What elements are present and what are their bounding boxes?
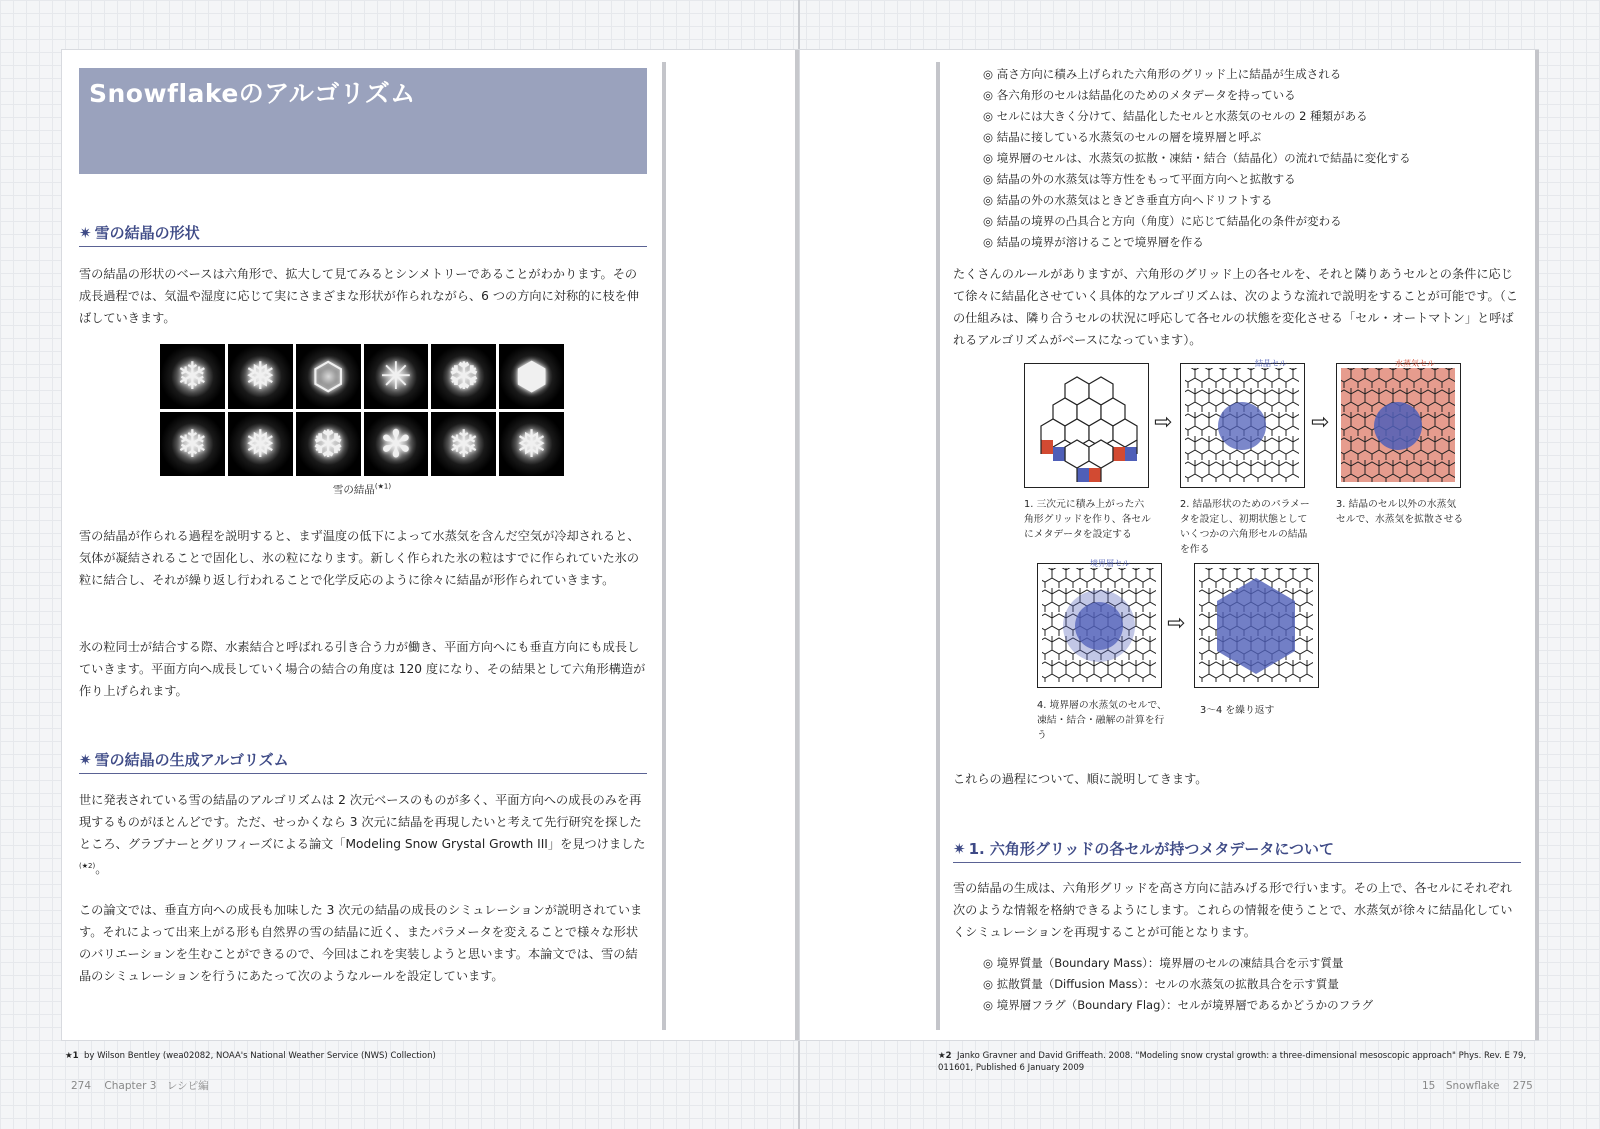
asterisk-icon: ✷: [79, 751, 92, 769]
hex-grid-grown-crystal-illustration: [1195, 564, 1317, 686]
list-item: ◎ 結晶に接している水蒸気のセルの層を境界層と呼ぶ: [983, 130, 1262, 144]
list-item: ◎ 結晶の外の水蒸気はときどき垂直方向へドリフトする: [983, 193, 1273, 207]
asterisk-icon: ✷: [79, 224, 92, 242]
list-item: ◎ 結晶の外の水蒸気は等方性をもって平面方向へと拡散する: [983, 172, 1296, 186]
chapter-label: 15 Snowflake: [1422, 1080, 1500, 1092]
paragraph-paper-rules: この論文では、垂直方向への成長も加味した 3 次元の結晶の成長のシミュレーションが説明されています。それによって出来上がる形も自然界の雪の結晶に近く、またパラメータを変えることで様々な形状のバリエーションを生むことができるので、今回はこれを実装しようと思います。本論文では、雪の結晶のシミュレーションを行うにあたって次のようなルールを設定しています。: [79, 903, 643, 983]
footnote-2: ★2 Janko Gravner and David Griffeath. 2008. "Modeling snow crystal growth: a three-dimensional mesoscopic approach" Phys. Rev. E 79, 011601, Published 6 January 2009: [938, 1051, 1527, 1073]
page-number: 274: [71, 1080, 92, 1092]
diagram-label-step2: 2. 結晶形状のためのパラメータを設定し、初期状態としていくつかの六角形セルの結晶を作る: [1180, 499, 1310, 555]
list-item: ◎ 境界質量（Boundary Mass）：境界層のセルの凍結具合を示す質量: [983, 956, 1344, 970]
list-item: ◎ 各六角形のセルは結晶化のためのメタデータを持っている: [983, 88, 1296, 102]
snowflake-photo: ❄: [160, 412, 225, 477]
hex-grid-crystal-illustration: [1181, 364, 1303, 486]
page-number: 275: [1512, 1080, 1533, 1092]
paragraph-crystal-formation: 雪の結晶が作られる過程を説明すると、まず温度の低下によって水蒸気を含んだ空気が冷却されると、気体が凝結されることで固化し、氷の粒になります。新しく作られた氷の粒はすでに作られていた氷の粒に結合し、それが繰り返し行われることで化学反応のように徐々に結晶が形作られていきます。: [79, 529, 640, 587]
list-item: ◎ セルには大きく分けて、結晶化したセルと水蒸気のセルの 2 種類がある: [983, 109, 1368, 123]
snowflake-photo: ❄: [160, 344, 225, 409]
diagram-step4-boundary-layer: [1037, 563, 1162, 688]
paragraph-next: これらの過程について、順に説明してきます。: [953, 772, 1208, 786]
snowflake-photo-grid: [160, 344, 564, 476]
right-page-margin-bar: [936, 62, 940, 1030]
section-heading-crystal-shape: ✷ 雪の結晶の形状: [79, 222, 647, 247]
paragraph-hydrogen-bond: 氷の粒同士が結合する際、水素結合と呼ばれる引き合う力が働き、平面方向へにも垂直方向にも成長していきます。平面方向へ成長していく場合の結合の角度は 120 度になり、その結果として六角形構造が作り上げられます。: [79, 640, 646, 698]
list-item: ◎ 境界層のセルは、水蒸気の拡散・凍結・結合（結晶化）の流れで結晶に変化する: [983, 151, 1411, 165]
annotation-boundary-cell: 境界層セル: [1090, 559, 1130, 568]
annotation-vapor-cell: 水蒸気セル: [1395, 359, 1435, 368]
snowflake-photo: ⬡: [296, 344, 361, 409]
annotation-crystal-cell: 結晶セル: [1255, 359, 1287, 368]
right-folio: [1422, 1078, 1533, 1093]
list-item: ◎ 結晶の境界の凸具合と方向（角度）に応じて結晶化の条件が変わる: [983, 214, 1342, 228]
list-item: ◎ 境界層フラグ（Boundary Flag）：セルが境界層であるかどうかのフラグ: [983, 998, 1374, 1012]
diagram-step-repeat: [1194, 563, 1319, 688]
figure-caption: 雪の結晶$^{(★1)}$: [332, 482, 392, 496]
hex-grid-boundary-illustration: [1038, 564, 1160, 686]
right-page-edge: [1535, 50, 1539, 1040]
stacked-hex-grid-illustration: [1025, 364, 1147, 486]
chapter-label: Chapter 3 レシピ編: [104, 1080, 209, 1092]
left-folio: [71, 1078, 209, 1093]
snowflake-photo: ❄: [431, 412, 496, 477]
diagram-label-step3: 3. 結晶のセル以外の水蒸気セルで、水蒸気を拡散させる: [1336, 499, 1464, 525]
arrow-right-icon: ⇨: [1311, 410, 1330, 435]
diagram-step3-vapor-diffusion: [1336, 363, 1461, 488]
paragraph-cellular-automaton: たくさんのルールがありますが、六角形のグリッド上の各セルを、それと隣りあうセルとの条件に応じて徐々に結晶化させていく具体的なアルゴリズムは、次のような流れで説明をすることが可能です。（この仕組みは、隣り合うセルの状況に呼応して各セルの状態を変化させる「セル・オートマトン」と呼ばれるアルゴリズムがベースになっています）。: [953, 267, 1519, 347]
paragraph-crystal-shape: 雪の結晶の形状のベースは六角形で、拡大して見てみるとシンメトリーであることがわかります。その成長過程では、気温や湿度に応じて実にさまざまな形状が作られながら、6 つの方向に対称的に枝を伸ばしていきます。: [79, 267, 640, 325]
footnote-1: ★1 by Wilson Bentley (wea02082, NOAA's National Weather Service (NWS) Collection): [65, 1051, 436, 1061]
paragraph-prior-research: 世に発表されている雪の結晶のアルゴリズムは 2 次元ベースのものが多く、平面方向への成長のみを再現するものがほとんどです。ただ、せっかくなら 3 次元に結晶を再現したいと考えて先行研究を探したところ、グラブナーとグリフィーズによる論文「Modeling Snow Grystal Growth III」を見つけました$^{(★2)}$。: [79, 793, 646, 877]
snowflake-photo: ❅: [228, 344, 293, 409]
diagram-label-step1: 1. 三次元に積み上がった六角形グリッドを作り、各セルにメタデータを設定する: [1024, 499, 1151, 540]
snowflake-photo: ❅: [499, 412, 564, 477]
arrow-right-icon: ⇨: [1167, 611, 1186, 636]
section-heading-crystal-algorithm: ✷ 雪の結晶の生成アルゴリズム: [79, 749, 647, 774]
diagram-label-step4: 4. 境界層の水蒸気のセルで、凍結・結合・融解の計算を行う: [1037, 700, 1167, 741]
hex-grid-vapor-illustration: [1337, 364, 1459, 486]
list-item: ◎ 結晶の境界が溶けることで境界層を作る: [983, 235, 1204, 249]
section-heading-metadata: ✷ 1. 六角形グリッドの各セルが持つメタデータについて: [953, 838, 1521, 863]
snowflake-photo: ❆: [431, 344, 496, 409]
left-page-margin-bar: [662, 62, 666, 1030]
snowflake-photo: ✻: [364, 412, 429, 477]
diagram-step1-3d-grid: [1024, 363, 1149, 488]
list-item: ◎ 拡散質量（Diffusion Mass）：セルの水蒸気の拡散具合を示す質量: [983, 977, 1339, 991]
diagram-label-repeat: 3〜4 を繰り返す: [1200, 705, 1275, 716]
snowflake-photo: ❅: [228, 412, 293, 477]
arrow-right-icon: ⇨: [1154, 410, 1173, 435]
snowflake-photo: ✳: [364, 344, 429, 409]
asterisk-icon: ✷: [953, 840, 966, 858]
page-title: Snowflakeのアルゴリズム: [89, 79, 416, 108]
diagram-step2-initial-crystal: [1180, 363, 1305, 488]
chapter-title-box: [79, 68, 647, 174]
snowflake-photo: ⬢: [499, 344, 564, 409]
snowflake-photo: ❆: [296, 412, 361, 477]
list-item: ◎ 高さ方向に積み上げられた六角形のグリッド上に結晶が生成される: [983, 67, 1342, 81]
rules-list: [983, 64, 1411, 253]
metadata-list: [983, 953, 1373, 1016]
paragraph-metadata: 雪の結晶の生成は、六角形グリッドを高さ方向に詰みげる形で行います。その上で、各セルにそれぞれ次のような情報を格納できるようにします。これらの情報を使うことで、水蒸気が徐々に結晶化していくシミュレーションを再現することが可能となります。: [953, 881, 1513, 939]
